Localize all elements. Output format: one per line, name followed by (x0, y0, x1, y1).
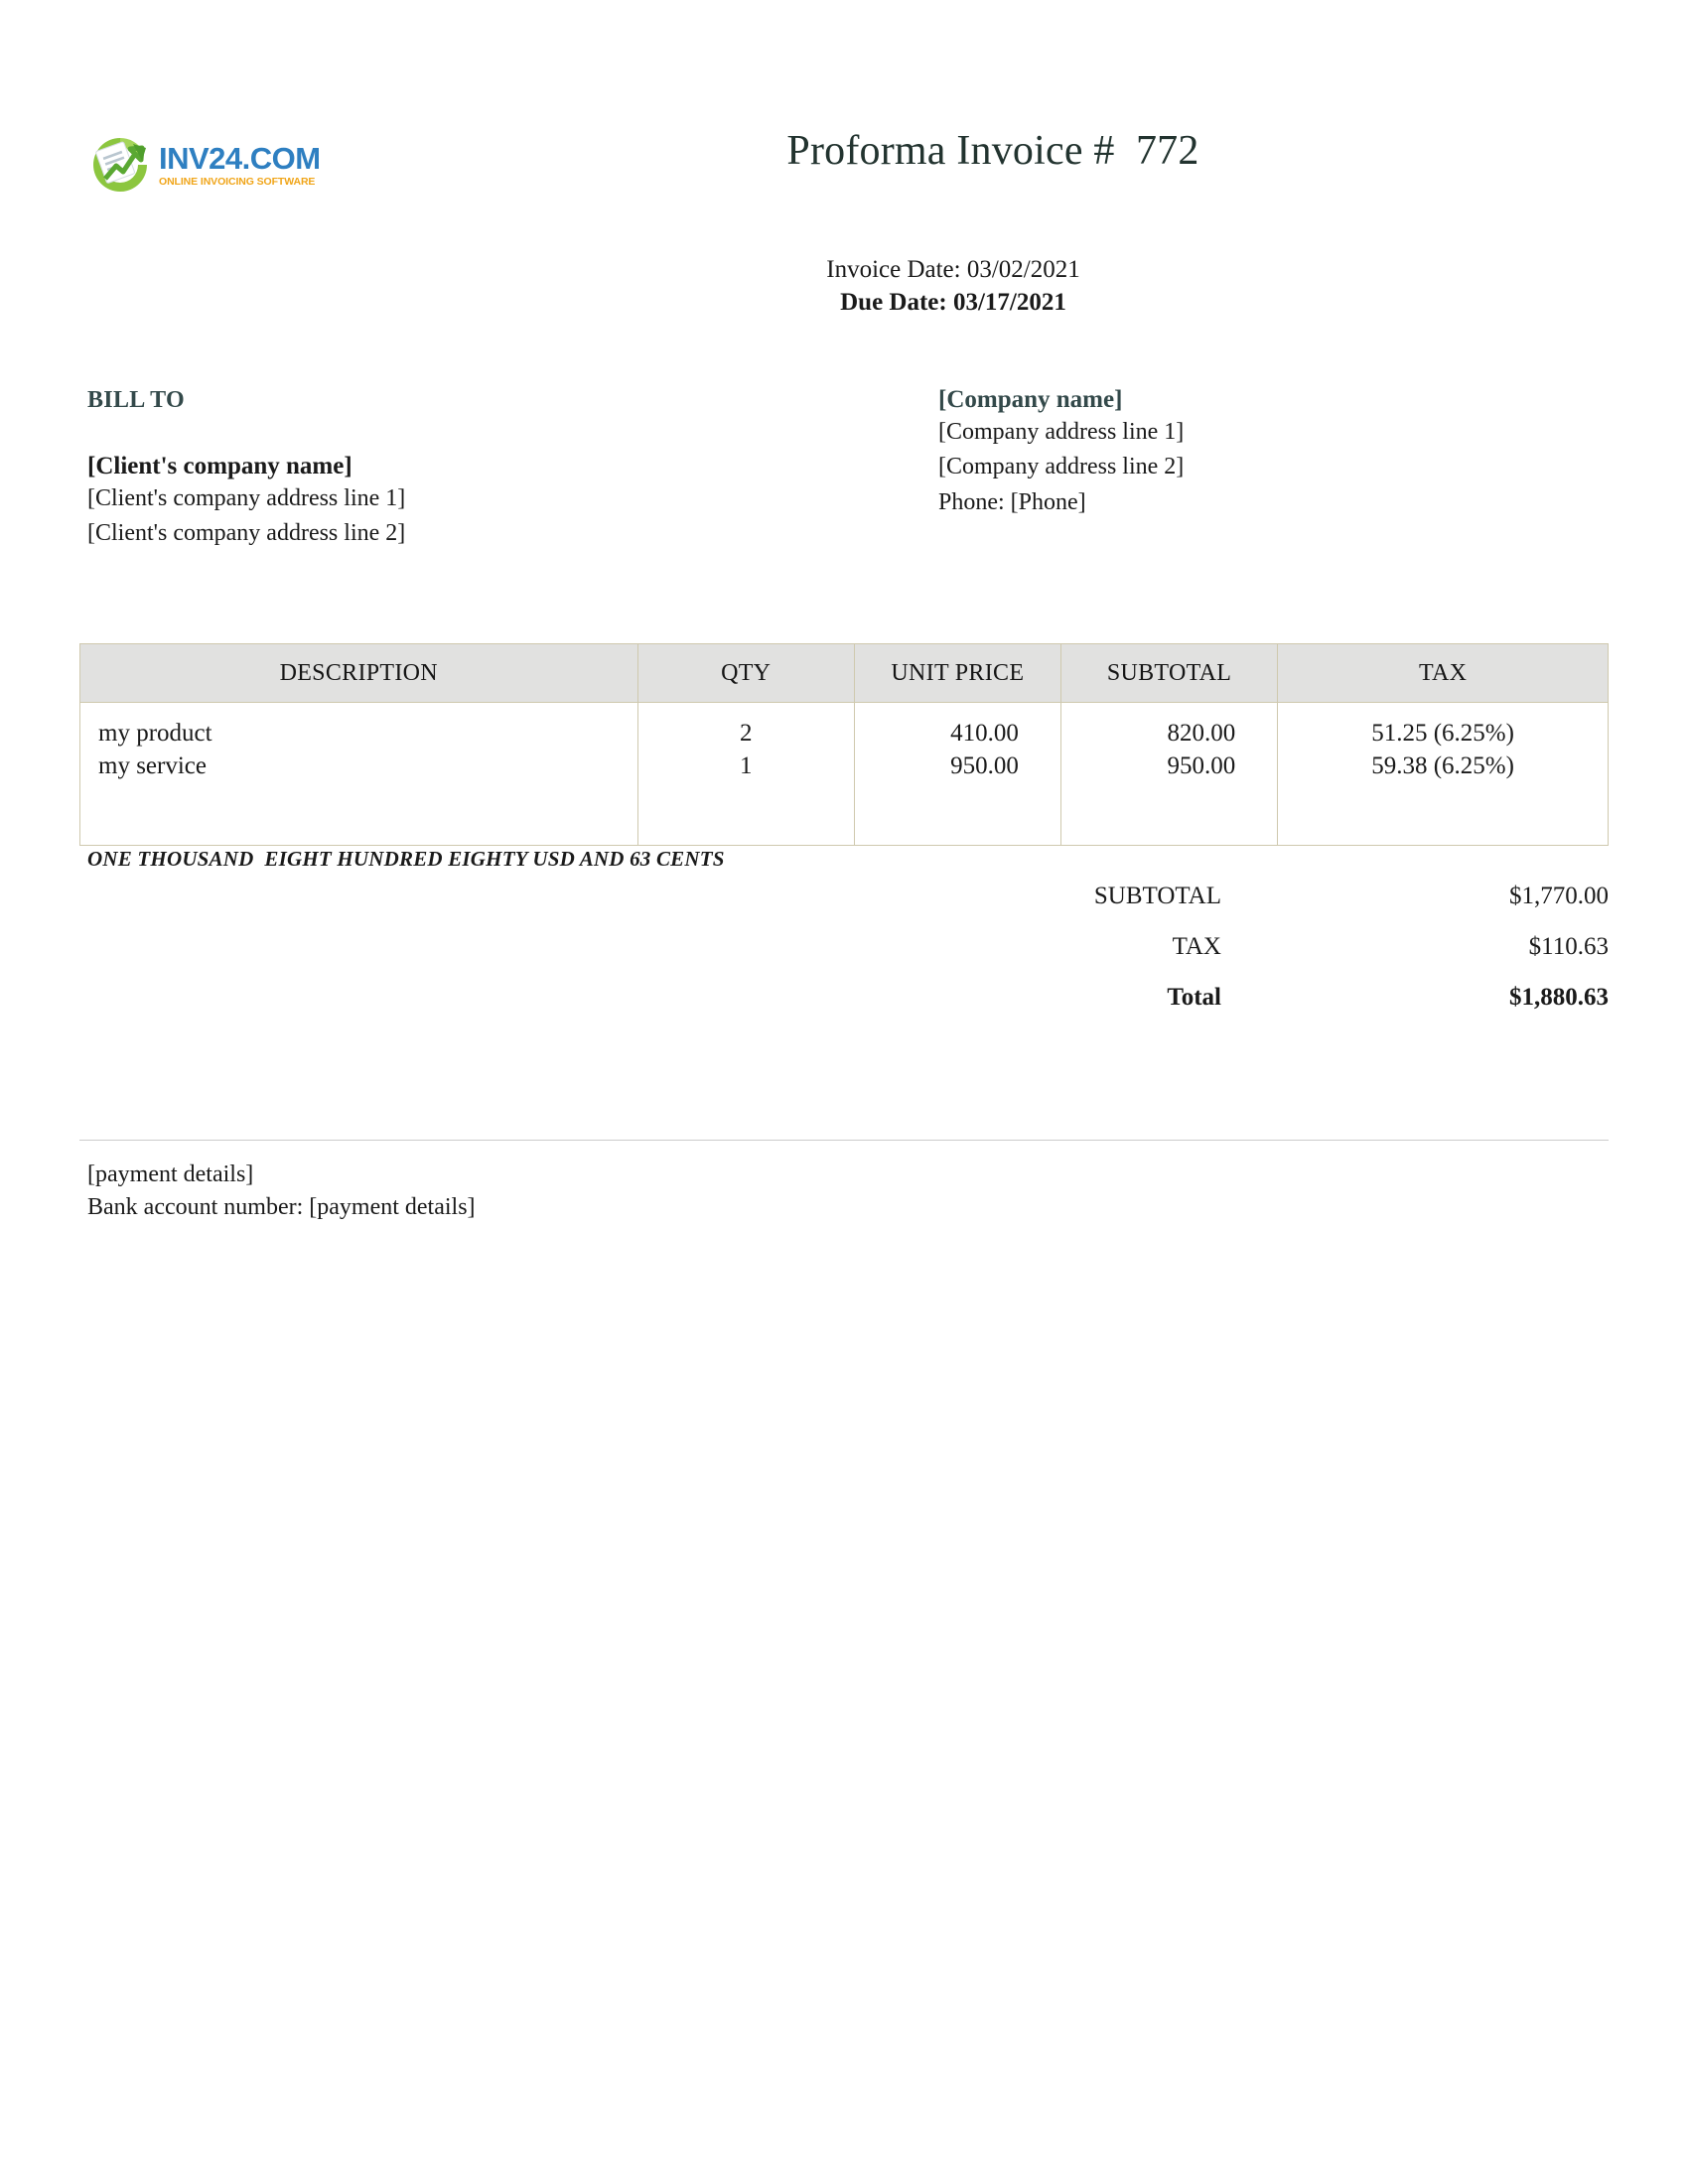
cell-taxes (1278, 703, 1609, 846)
company-address-line-1: [Company address line 1] (938, 419, 1185, 445)
company-address-line-2: [Company address line 2] (938, 454, 1185, 480)
table-header-row (80, 644, 1609, 703)
table-row (80, 703, 1609, 846)
amount-in-words: ONE THOUSAND EIGHT HUNDRED EIGHTY USD AND 63 CENTS (87, 847, 725, 871)
column-header-qty: QTY (637, 644, 854, 703)
company-name: [Company name] (938, 386, 1123, 413)
client-address-line-2: [Client's company address line 2] (87, 520, 406, 547)
line-items-table (79, 643, 1609, 846)
cell-subtotals (1060, 703, 1277, 846)
total-value: $1,880.63 (1509, 984, 1609, 1011)
item-description: my product (98, 720, 212, 747)
item-subtotal: 950.00 (1167, 752, 1236, 780)
logo-tagline: ONLINE INVOICING SOFTWARE (159, 175, 316, 188)
totals-row-tax (923, 934, 1609, 959)
page-title: Proforma Invoice # 772 (786, 128, 1199, 174)
item-qty: 2 (739, 720, 753, 747)
invoice-dates (596, 253, 1311, 319)
tax-label: TAX (1172, 933, 1221, 960)
company-block (938, 387, 1584, 517)
cell-unit-prices (854, 703, 1060, 846)
invoice-header (0, 0, 1688, 228)
bill-to-block (87, 387, 782, 549)
item-description: my service (98, 752, 207, 780)
payment-details-line-2: Bank account number: [payment details] (87, 1194, 476, 1221)
client-company-name: [Client's company name] (87, 453, 352, 479)
cell-descriptions (80, 703, 638, 846)
column-header-tax: TAX (1278, 644, 1609, 703)
bill-to-heading: BILL TO (87, 387, 185, 413)
total-label: Total (1167, 984, 1221, 1011)
item-unit-price: 950.00 (950, 752, 1019, 780)
logo-main-text: INV24.COM (159, 140, 321, 176)
company-phone: Phone: [Phone] (938, 488, 1086, 515)
item-subtotal: 820.00 (1167, 720, 1236, 747)
cell-quantities (637, 703, 854, 846)
item-unit-price: 410.00 (950, 720, 1019, 747)
due-date: Due Date: 03/17/2021 (840, 289, 1066, 316)
subtotal-value: $1,770.00 (1509, 883, 1609, 909)
footer-divider (79, 1140, 1609, 1141)
totals-row-subtotal (923, 884, 1609, 908)
item-qty: 1 (739, 752, 753, 780)
column-header-description: DESCRIPTION (80, 644, 638, 703)
invoice-date: Invoice Date: 03/02/2021 (826, 256, 1080, 283)
column-header-unit-price: UNIT PRICE (854, 644, 1060, 703)
payment-details-line-1: [payment details] (87, 1161, 254, 1187)
item-tax: 59.38 (6.25%) (1371, 752, 1514, 780)
payment-details-section (87, 1160, 981, 1225)
totals-row-total (923, 985, 1609, 1010)
tax-value: $110.63 (1528, 933, 1609, 960)
subtotal-label: SUBTOTAL (1093, 883, 1221, 909)
parties-section (0, 387, 1688, 566)
totals-section (923, 884, 1609, 1035)
column-header-subtotal: SUBTOTAL (1060, 644, 1277, 703)
client-address-line-1: [Client's company address line 1] (87, 485, 406, 511)
item-tax: 51.25 (6.25%) (1371, 720, 1514, 747)
